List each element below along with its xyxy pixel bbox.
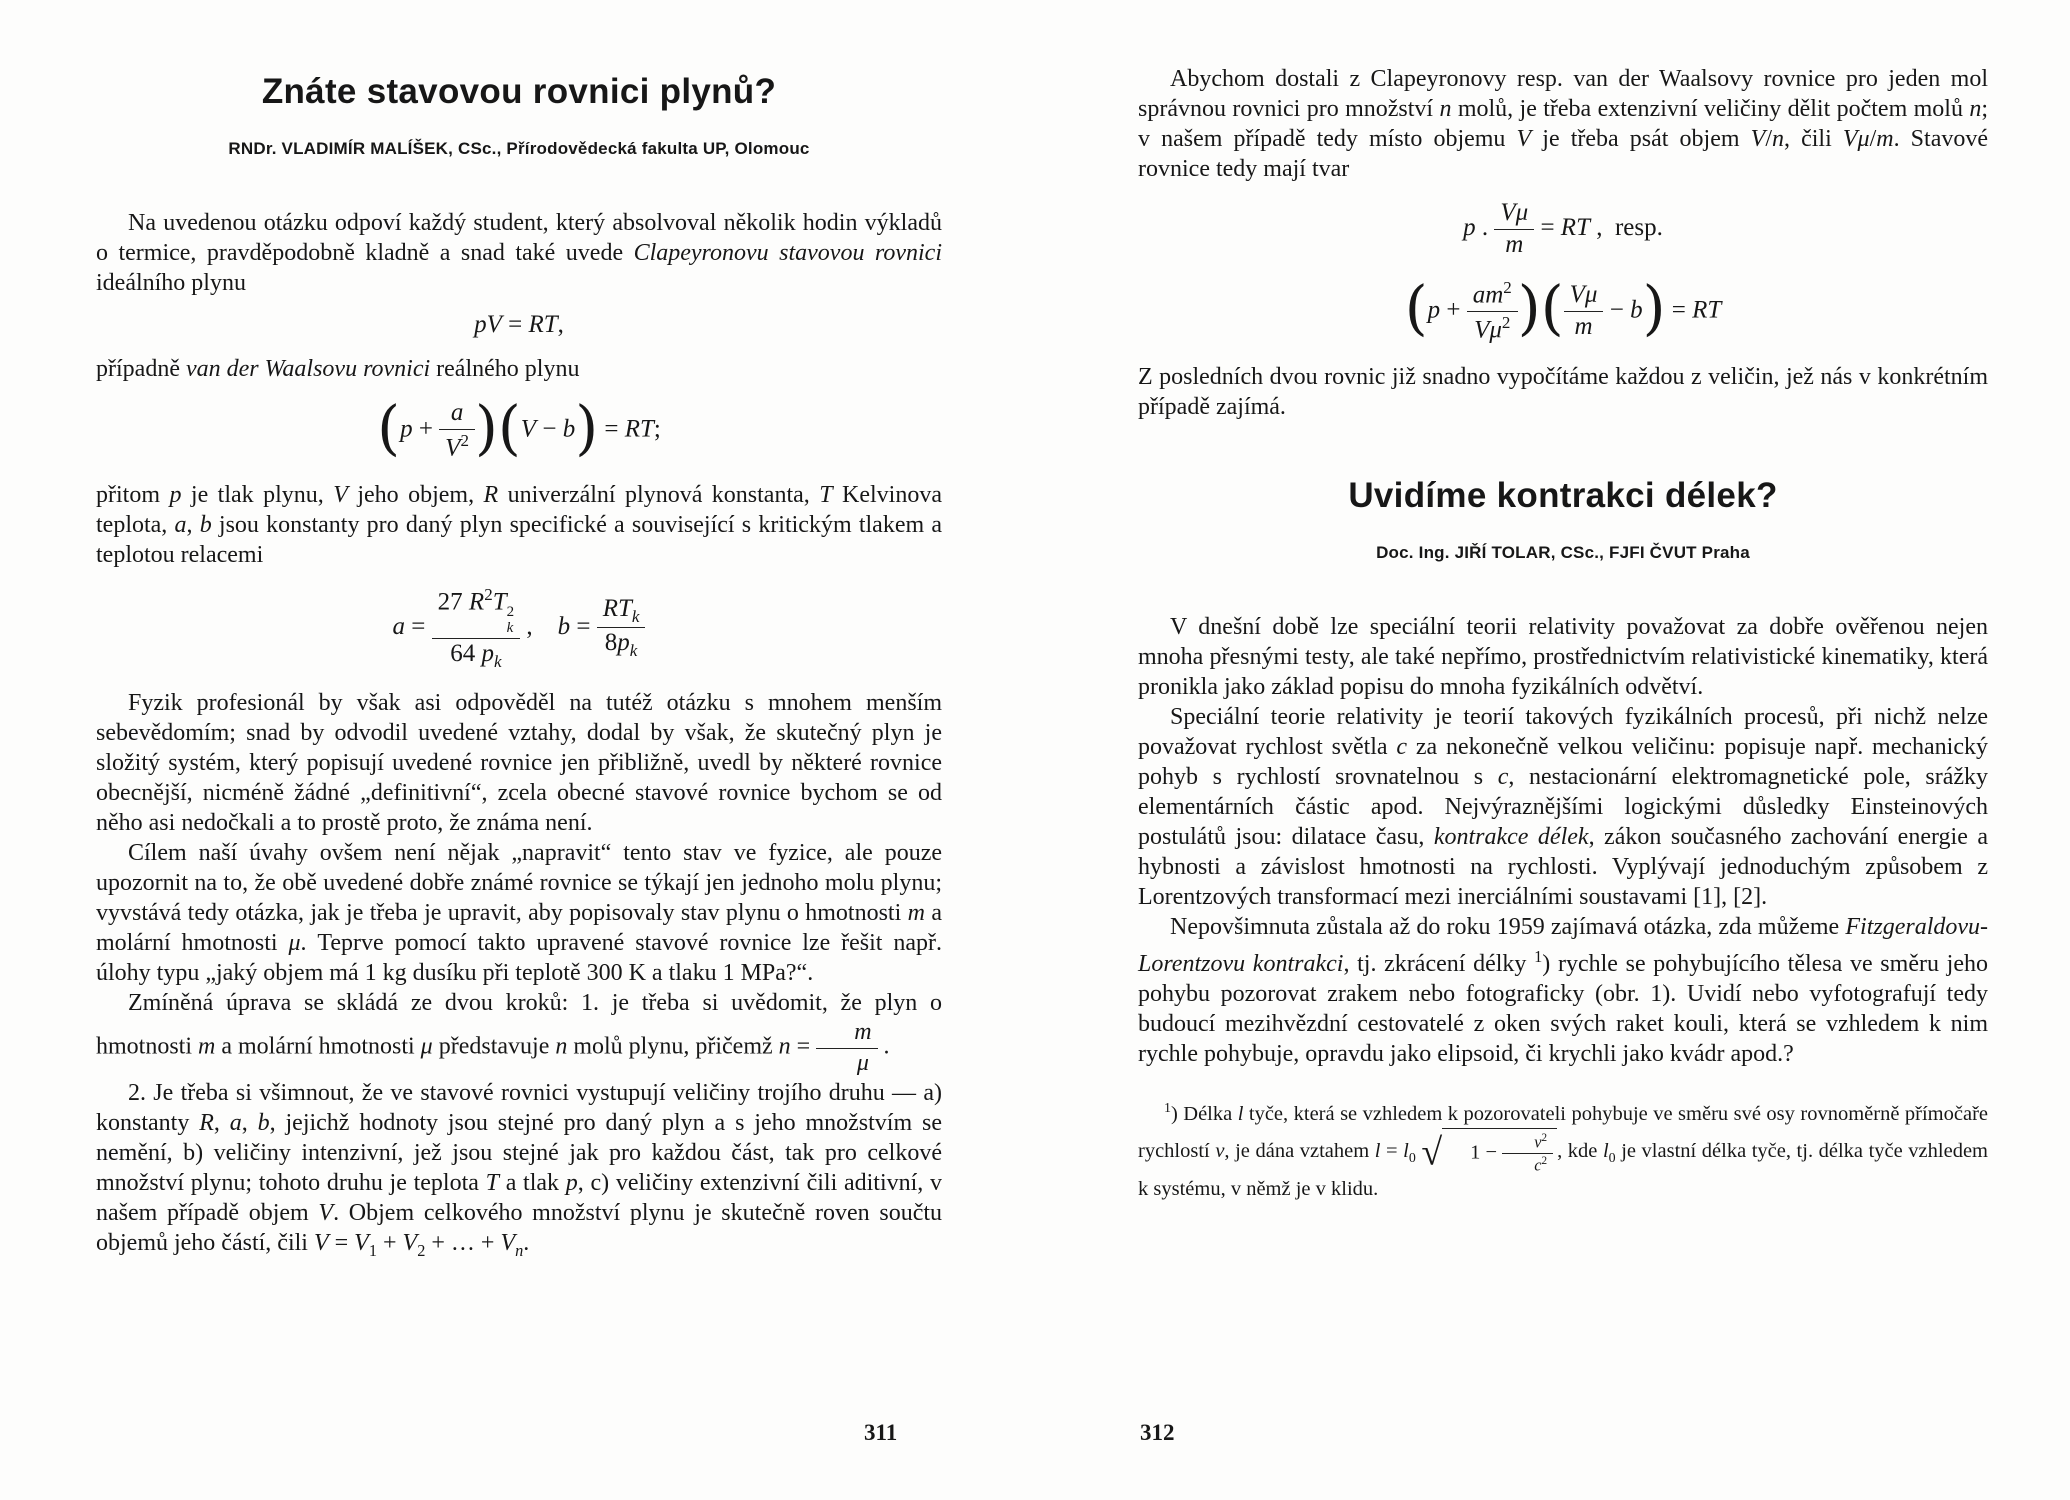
article-byline-left: RNDr. VLADIMÍR MALÍŠEK, CSc., Přírodovědecká fakulta UP, Olomouc <box>228 139 810 159</box>
right-para-nepovsimnuta: Nepovšimnuta zůstala až do roku 1959 zajímavá otázka, zda můžeme Fitzgeraldovu-Lorentzovu kontrakci, tj. zkrácení délky $^1$) rychle se pohybujícího tělesa ve směru jeho pohybu pozorovat zrakem nebo fotograficky (obr. 1). Uvidí nebo vyfotografují tedy budoucí mezihvězdní cestovatelé z oken svých raket kouli, která se vzhledem k nim rychle pohybuje, opravdu jako elipsoid, či krychli jako kvádr apod.? <box>1138 914 1988 1067</box>
footnote: $^1$) Délka l tyče, která se vzhledem k pozorovateli pohybuje ve směru své osy rovnoměrně přímočaře rychlostí v, je dána vztahem $l = l_0$ √ 1 − $\frac{v^2}{c^2}$ , kde $l_0$ je vlastní délka tyče, tj. délka tyče vzhledem k systému, v němž je v klidu. <box>1138 1101 1988 1201</box>
right-para-zposlednich: Z posledních dvou rovnic již snadno vypočítáme každou z veličin, jež nás v konkrétním případě zajímá. <box>1138 363 1988 420</box>
left-para-zminena: Zmíněná úprava se skládá ze dvou kroků: 1. je třeba si uvědomit, že plyn o hmotnosti m a molární hmotnosti μ představuje n molů plynu, přičemž n = $\frac{m}{\mu}$ . <box>96 988 942 1078</box>
right-para-abychom: Abychom dostali z Clapeyronovy resp. van der Waalsovy rovnice pro jeden mol správnou rovnici pro množství n molů, je třeba extenzivní veličiny dělit počtem molů n; v našem případě tedy místo objemu V je třeba psát objem V/n, čili Vμ/m. Stavové rovnice tedy mají tvar <box>1138 66 1989 182</box>
formula-constants-ab: a = 27 $R^2T$ 2 k 64 $p_k$ , b = $\frac{RT_k}{8p_k}$ <box>96 584 942 672</box>
article-title-left: Znáte stavovou rovnici plynů? <box>261 72 777 111</box>
left-para-symbols: přitom p je tlak plynu, V jeho objem, R univerzální plynová konstanta, T Kelvinova teplota, a, b jsou konstanty pro daný plyn specifické a související s kritickým tlakem a teplotou relacemi <box>96 481 942 568</box>
right-page <box>1138 64 1988 1203</box>
page-number-left: 311 <box>864 1420 898 1445</box>
left-para-fyzik: Fyzik profesionál by však asi odpověděl na tutéž otázku s mnohem menším sebevědomím; snad by odvodil uvedené vztahy, dodal by však, že skutečný plyn je složitý systém, který popisují uvedené rovnice jen přibližně, uvedl by některé rovnice obecnější, nicméně žádné „definitivní“, zcela obecné stavové rovnice bychom se od něho asi nedočkali a to prostě proto, že známa není. <box>96 690 942 837</box>
page-number-right: 312 <box>1140 1420 1175 1445</box>
left-para-vdw-intro: případně van der Waalsovu rovnici reálného plynu <box>96 356 580 383</box>
formula-molar-clapeyron: p . $\frac{V\mu}{m}$ = RT , resp. <box>1138 198 1988 261</box>
formula-ideal-gas: pV = RT, <box>474 311 564 339</box>
left-para-cilem: Cílem naší úvahy ovšem není nějak „napravit“ tento stav ve fyzice, ale pouze upozornit na to, že obě uvedené dobře známé rovnice se týkají jen jednoho molu plynu; vyvstává tedy otázka, jak je třeba je upravit, aby popisovaly stav plynu o hmotnosti m a molární hmotnosti μ. Teprve pomocí takto upravené stavové rovnice lze řešit např. úlohy typu „jaký objem má 1 kg dusíku při teplotě 300 K a tlaku 1 MPa?“. <box>96 840 943 987</box>
formula-molar-van-der-waals: (p + $\frac{am^2}{V\mu^2}$ )( $\frac{V\mu}{m}$ − b) = RT <box>1138 277 1988 346</box>
article-byline-right: Doc. Ing. JIŘÍ TOLAR, CSc., FJFI ČVUT Praha <box>1376 542 1750 562</box>
right-para-vdnesni: V dnešní době lze speciální teorii relativity považovat za dobře ověřenou nejen mnoha přesnými testy, ale také nepřímo, prostřednictvím relativistické kinematiky, která pronikla jako základ popisu do mnoha fyzikálních odvětví. <box>1138 614 1988 700</box>
left-para-druhy: 2. Je třeba si všimnout, že ve stavové rovnici vystupují veličiny trojího druhu — a) konstanty R, a, b, jejichž hodnoty jsou stejné pro daný plyn a s jeho množstvím se nemění, b) veličiny intenzivní, jež jsou stejné jak pro každou část, tak pro celkové množství plynu; tohoto druhu je teplota T a tlak p, c) veličiny extenzivní čili aditivní, v našem případě objem V. Objem celkového množství plynu je skutečně roven součtu objemů jeho částí, čili $V = V_1 + V_2$ + … + $V_n$. <box>96 1080 943 1261</box>
second-article <box>1138 476 1988 1204</box>
left-page <box>96 72 942 1266</box>
left-para-intro: Na uvedenou otázku odpoví každý student, který absolvoval několik hodin výkladů o termice, pravděpodobně kladně a snad také uvede Clapeyronovu stavovou rovnici ideálního plynu <box>96 210 943 297</box>
formula-van-der-waals: (p + $\frac{a}{V^2}$ )(V − b) = RT; <box>377 393 661 463</box>
article-title-right: Uvidíme kontrakci délek? <box>1348 475 1778 515</box>
right-para-specialni: Speciální teorie relativity je teorií takových fyzikálních procesů, při nichž nelze považovat rychlost světla c za nekonečně velkou veličinu: popisuje např. mechanický pohyb s rychlostí srovnatelnou s c, nestacionární elektromagnetické pole, srážky elementárních částic apod. Nejvýraznějšími logickými důsledky Einsteinových postulátů jsou: dilatace času, kontrakce délek, zákon současného zachování energie a hybnosti a závislost hmotnosti na rychlosti. Vyplývají jednoduchým způsobem z Lorentzových transformací mezi inerciálními soustavami [1], [2]. <box>1138 704 1989 910</box>
